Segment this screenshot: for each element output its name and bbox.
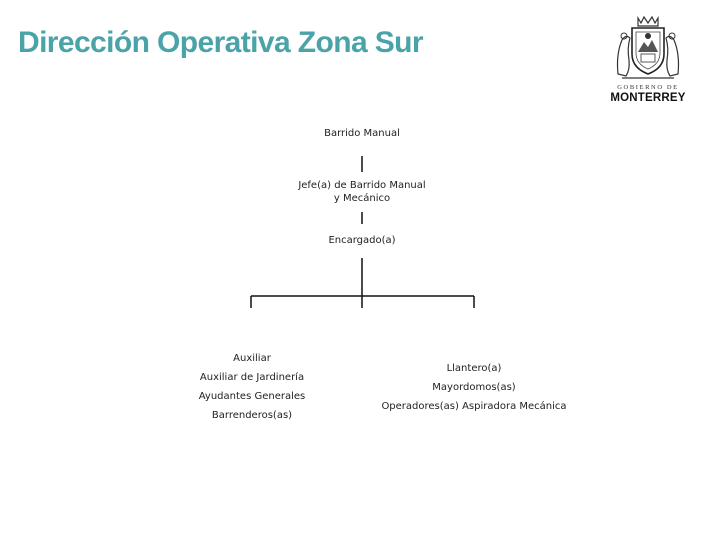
list-item: Auxiliar: [233, 353, 271, 364]
node-jefe-line2: y Mecánico: [333, 193, 391, 204]
list-item: Barrenderos(as): [211, 410, 293, 421]
list-item: Llantero(a): [446, 363, 502, 374]
node-jefe-line1: Jefe(a) de Barrido Manual: [298, 180, 426, 191]
page-title: Dirección Operativa Zona Sur: [18, 26, 423, 59]
logo-text-small: GOBIERNO DE: [617, 84, 679, 91]
list-item: Mayordomos(as): [432, 382, 516, 393]
node-jefe: [282, 179, 442, 205]
node-encargado: Encargado(a): [328, 235, 396, 246]
logo-text-big: MONTERREY: [610, 92, 686, 104]
list-item: Operadores(as) Aspiradora Mecánica: [381, 401, 567, 412]
right-group-list: [369, 359, 579, 416]
list-item: Ayudantes Generales: [198, 391, 306, 402]
node-barrido-manual: Barrido Manual: [324, 128, 400, 139]
left-group-list: [172, 349, 332, 425]
list-item: Auxiliar de Jardinería: [199, 372, 305, 383]
